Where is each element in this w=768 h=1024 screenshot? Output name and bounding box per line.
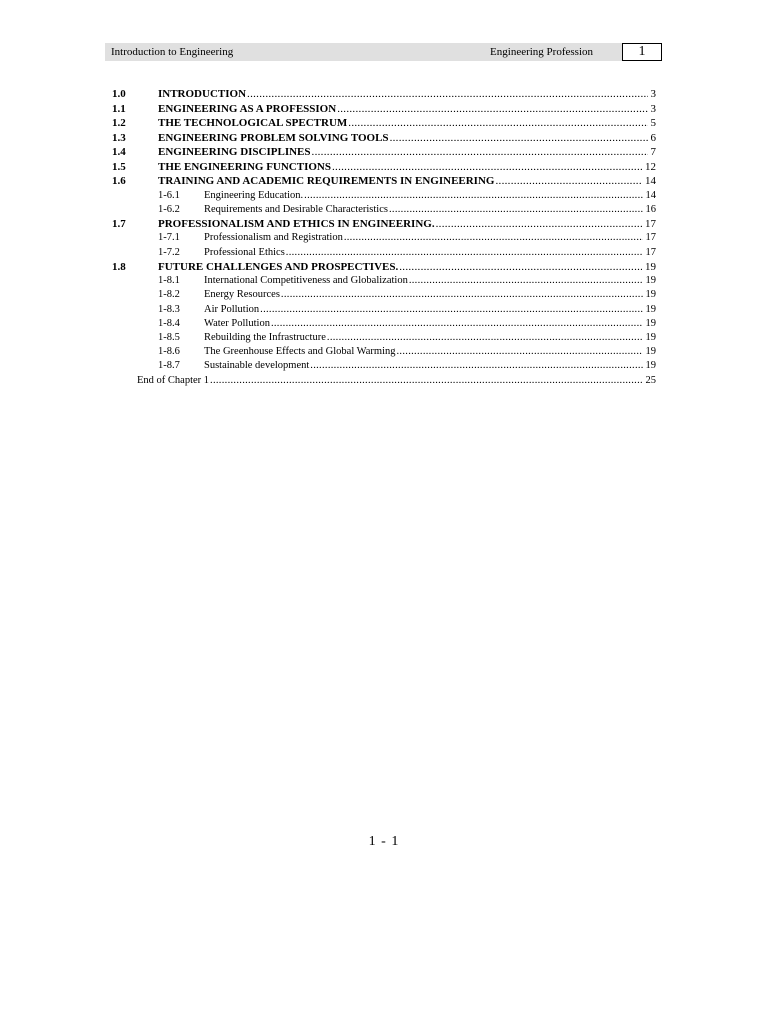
toc-subentry-title: Professional Ethics [204,246,285,258]
toc-entry-page: 14 [645,175,656,187]
toc-entry-title: PROFESSIONALISM AND ETHICS IN ENGINEERING. [158,217,435,230]
toc-entry-number: 1.8 [112,260,126,273]
dot-leader [344,231,643,245]
dot-leader [436,217,642,232]
toc-subentry-title: Sustainable development [204,360,310,372]
toc-entry[interactable] [112,260,656,275]
toc-entry[interactable] [112,174,656,189]
toc-subentry-number: 1-8.7 [158,360,180,372]
toc-subentry-title: Air Pollution [204,303,260,315]
toc-subentry[interactable] [112,189,656,203]
dot-leader [271,317,643,331]
toc-entry-title: ENGINEERING AS A PROFESSION [158,102,337,115]
toc-subentry-page: 16 [645,203,656,215]
toc-subentry[interactable] [112,317,656,331]
dot-leader [399,260,642,275]
toc-entry-title: TRAINING AND ACADEMIC REQUIREMENTS IN ENGINEERING [158,175,495,187]
toc-subentry[interactable] [112,303,656,317]
dot-leader [260,303,642,317]
dot-leader [390,131,648,146]
toc-entry-page: 5 [650,117,656,129]
toc-subentry[interactable] [112,231,656,245]
toc-subentry[interactable] [112,331,656,345]
toc-entry[interactable] [112,102,656,117]
toc-entry-title: THE ENGINEERING FUNCTIONS [158,160,331,173]
toc-subentry-title: Energy Resources [204,289,280,301]
toc-entry-page: 12 [645,160,656,173]
header-book-title: Introduction to Engineering [111,46,234,58]
dot-leader [409,274,643,288]
toc-subentry-page: 17 [645,246,656,258]
dot-leader [348,116,647,131]
toc-subentry-page: 19 [645,346,656,358]
dot-leader [327,331,643,345]
toc-subentry-title: International Competitiveness and Globalization [204,275,408,287]
toc-entry-page: 17 [645,217,656,230]
toc-end-title: End of Chapter 1 [137,374,210,386]
toc-entry-title: THE TECHNOLOGICAL SPECTRUM [158,117,348,129]
dot-leader [210,374,642,389]
toc-subentry-number: 1-6.1 [158,189,180,201]
toc-entry-page: 3 [650,102,656,115]
toc-subentry-number: 1-8.5 [158,332,180,343]
toc-entry[interactable] [112,160,656,175]
toc-subentry-page: 17 [645,232,656,244]
toc-subentry-title: Water Pollution [204,317,270,329]
toc-entry-number: 1.5 [112,160,126,173]
header-chapter-title: Engineering Profession [490,46,593,58]
toc-subentry-title: Rebuilding the Infrastructure [204,332,326,343]
toc-subentry-number: 1-8.3 [158,303,180,315]
toc-subentry-number: 1-8.4 [158,317,180,329]
toc-end-page: 25 [645,374,656,386]
toc-entry-title: INTRODUCTION [158,88,247,100]
page-number: 1 - 1 [368,834,400,849]
toc-subentry-number: 1-7.2 [158,246,180,258]
header-chapter-number: 1 [622,43,662,61]
toc-entry-number: 1.4 [112,146,126,158]
dot-leader [389,203,643,217]
toc-entry-number: 1.1 [112,102,126,115]
table-of-contents [112,87,656,388]
toc-subentry-title: The Greenhouse Effects and Global Warming [204,346,396,358]
toc-subentry-number: 1-7.1 [158,232,180,244]
dot-leader [332,160,642,175]
toc-subentry[interactable] [112,203,656,217]
toc-subentry-title: Requirements and Desirable Characteristics [204,203,388,215]
page-header [105,43,623,61]
toc-entry[interactable] [112,145,656,160]
toc-entry[interactable] [112,131,656,146]
toc-subentry[interactable] [112,246,656,260]
toc-entry-number: 1.2 [112,117,126,129]
toc-subentry-page: 14 [645,189,656,201]
toc-entry-page: 6 [650,131,656,144]
toc-entry-number: 1.7 [112,217,126,230]
toc-subentry-page: 19 [645,303,656,315]
toc-entry-page: 7 [650,146,656,158]
toc-subentry[interactable] [112,274,656,288]
toc-subentry-number: 1-8.2 [158,289,180,301]
toc-subentry-page: 19 [645,360,656,372]
toc-subentry[interactable] [112,359,656,373]
toc-entry-title: ENGINEERING PROBLEM SOLVING TOOLS [158,131,389,144]
toc-subentry-number: 1-6.2 [158,203,180,215]
dot-leader [310,359,642,373]
toc-entry-number: 1.0 [112,88,126,100]
toc-end-entry[interactable] [112,374,656,389]
toc-entry-page: 19 [645,260,656,273]
toc-subentry-number: 1-8.6 [158,346,180,358]
dot-leader [247,87,647,102]
toc-subentry-page: 19 [645,332,656,343]
dot-leader [304,189,642,203]
toc-entry-number: 1.6 [112,175,126,187]
toc-subentry-page: 19 [645,317,656,329]
toc-entry-number: 1.3 [112,131,126,144]
toc-entry-title: FUTURE CHALLENGES AND PROSPECTIVES. [158,260,399,273]
toc-entry[interactable] [112,116,656,131]
toc-entry[interactable] [112,217,656,232]
dot-leader [312,145,648,160]
toc-subentry-page: 19 [645,275,656,287]
dot-leader [397,345,643,359]
toc-entry[interactable] [112,87,656,102]
toc-entry-title: ENGINEERING DISCIPLINES [158,146,311,158]
toc-subentry-number: 1-8.1 [158,275,180,287]
toc-entry-page: 3 [650,88,656,100]
dot-leader [281,288,643,302]
dot-leader [495,174,642,189]
dot-leader [337,102,647,117]
toc-subentry-page: 19 [645,289,656,301]
dot-leader [286,246,643,260]
toc-subentry[interactable] [112,288,656,302]
toc-subentry-title: Professionalism and Registration [204,232,343,244]
toc-subentry[interactable] [112,345,656,359]
toc-subentry-title: Engineering Education. [204,189,304,201]
